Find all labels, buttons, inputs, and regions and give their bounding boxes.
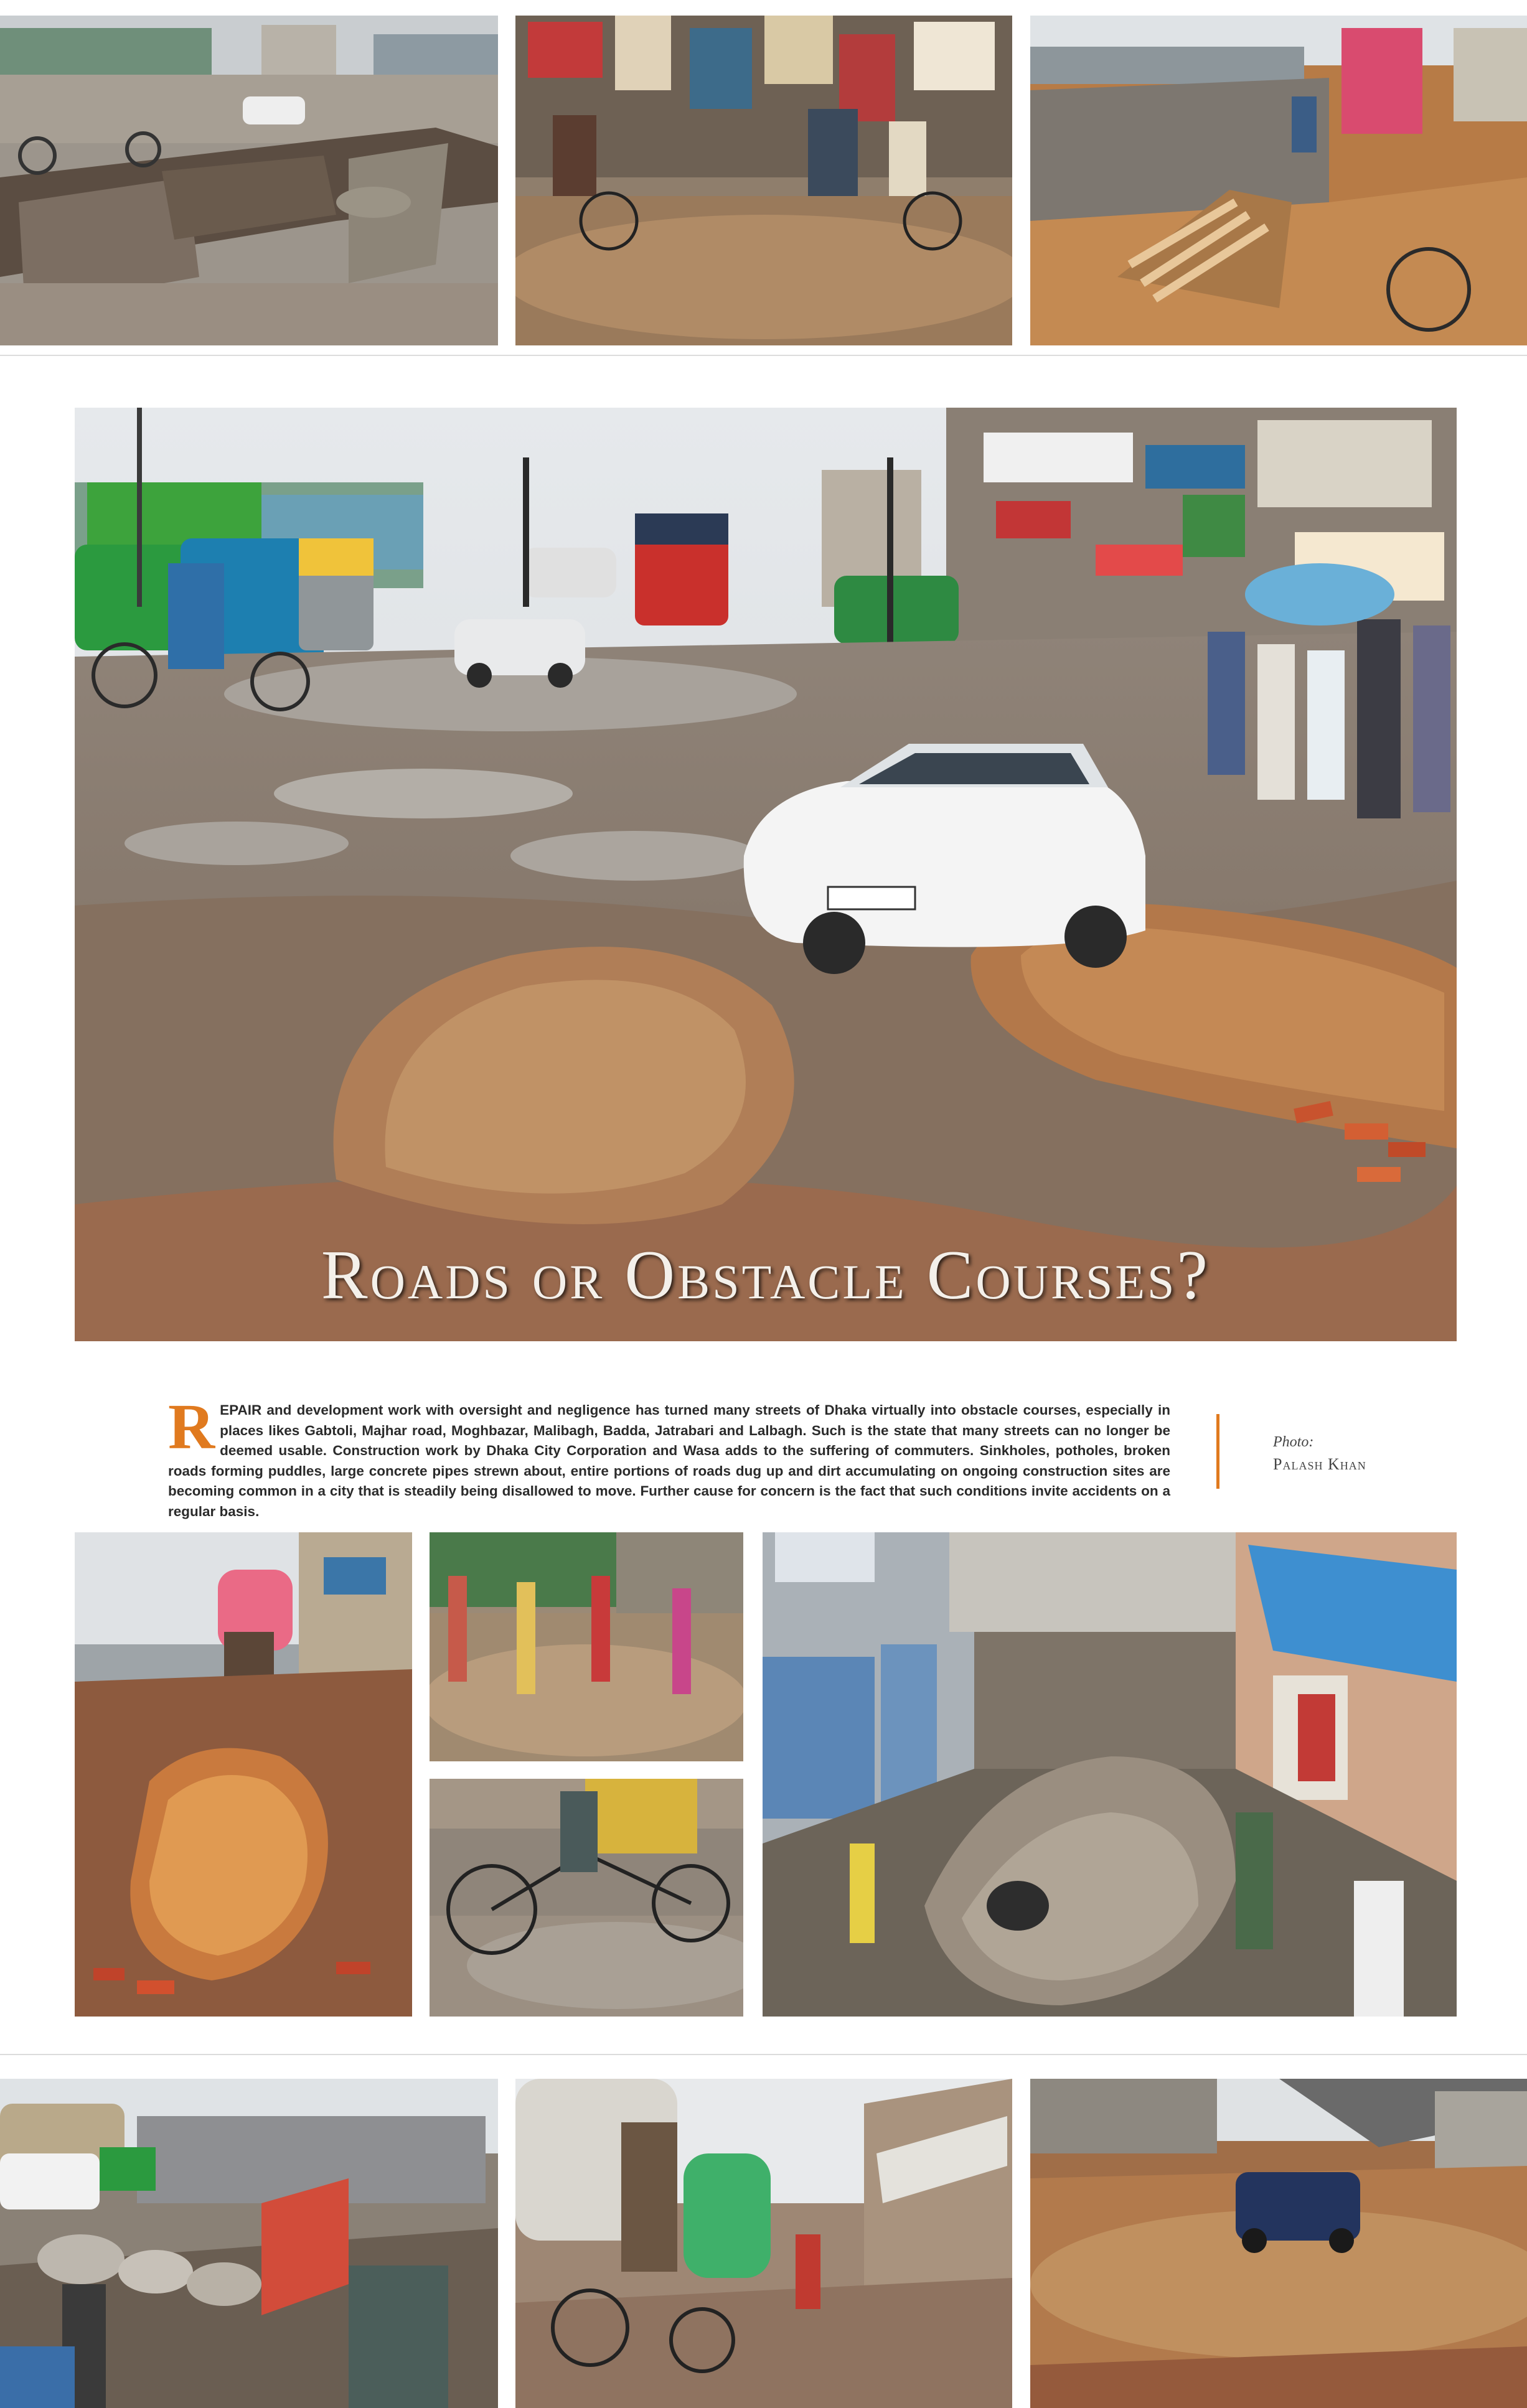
photo-mid-left-red-puddle: [75, 1532, 412, 2017]
divider-bottom: [0, 2054, 1527, 2055]
photo-mid-center-top-pedestrians-water: [430, 1532, 743, 1761]
article-dropcap: R: [168, 1391, 215, 1463]
photo-credit-label: Photo:: [1273, 1434, 1314, 1450]
photo-bottom-right-flooded-road: [1030, 2079, 1527, 2408]
article-text: EPAIR and development work with oversight and negligence has turned many streets of Dhaka virtually into obstacle courses, especially in places likes Gabtoli, Majhar road, Moghbazar, Malibagh, Badda, Jatrabari and Lalbagh. Such is the state that many streets can no longer be deemed usable. Construction work by Dhaka City Corporation and Wasa adds to the suffering of commuters. Sinkholes, potholes, broken roads forming puddles, large concrete pipes strewn about, entire portions of roads dug up and dirt accumulating on ongoing construction sites are becoming common in a city that is steadily being disallowed to move. Further cause for concern is the fact that such conditions invite accidents on a regular basis.: [168, 1402, 1170, 1519]
photo-credit-name: Palash Khan: [1273, 1455, 1366, 1473]
photo-mid-center-bottom-rickshaw: [430, 1779, 743, 2017]
photo-main-potholed-road: [75, 408, 1457, 1341]
photo-mid-right-dug-alley: [763, 1532, 1457, 2017]
photo-top-center-rickshaws-puddle: [515, 16, 1012, 345]
credit-rule: [1216, 1414, 1219, 1489]
photo-top-left-dug-road: [0, 16, 498, 345]
photo-bottom-center-loaded-bicycle: [515, 2079, 1012, 2408]
headline: Roads or Obstacle Courses?: [321, 1237, 1211, 1314]
divider-top: [0, 355, 1527, 356]
photo-bottom-left-concrete-pipes: [0, 2079, 498, 2408]
photo-top-right-fallen-rickshaw: [1030, 16, 1527, 345]
article-body: [168, 1391, 1170, 1522]
